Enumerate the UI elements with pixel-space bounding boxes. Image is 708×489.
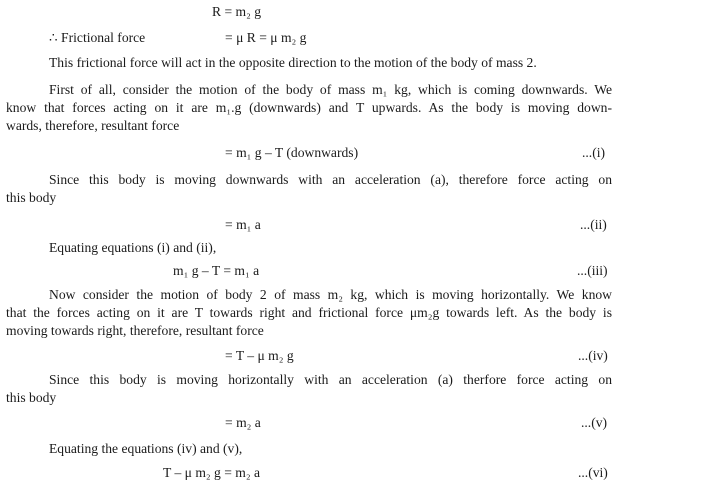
equation-6: T – μ m₂ g = m₂ a bbox=[163, 465, 261, 480]
equation-4: = T – μ m₂ g bbox=[225, 348, 294, 363]
paragraph-body1-line3: wards, therefore, resultant force bbox=[6, 118, 180, 133]
paragraph-body1-accel-line2: this body bbox=[6, 190, 57, 205]
paragraph-body1-line2: know that forces acting on it are m₁.g (downwards) and T upwards. As the body is moving down- bbox=[6, 100, 612, 115]
equating-statement-1: Equating equations (i) and (ii), bbox=[49, 240, 217, 255]
equation-1: = m₁ g – T (downwards) bbox=[225, 145, 359, 160]
eq-normal-reaction: R = m₂ g bbox=[212, 4, 262, 19]
paragraph-body2-line1: Now consider the motion of body 2 of mass m₂ kg, which is moving horizontally. We know bbox=[49, 287, 612, 302]
equation-6-number: ...(vi) bbox=[578, 465, 608, 480]
equation-5-number: ...(v) bbox=[581, 415, 608, 430]
paragraph-body2-accel-line1: Since this body is moving horizontally with an acceleration (a) therfore force acting on bbox=[49, 372, 612, 387]
equation-5: = m₂ a bbox=[225, 415, 261, 430]
equation-4-number: ...(iv) bbox=[578, 348, 608, 363]
paragraph-friction-direction: This frictional force will act in the opposite direction to the motion of the body of mass 2. bbox=[49, 55, 537, 70]
paragraph-body2-line3: moving towards right, therefore, resultant force bbox=[6, 323, 264, 338]
paragraph-body2-accel-line2: this body bbox=[6, 390, 57, 405]
equation-1-number: ...(i) bbox=[582, 145, 606, 160]
frictional-force-label: ∴ Frictional force bbox=[49, 30, 146, 45]
equation-2-number: ...(ii) bbox=[580, 217, 607, 232]
paragraph-body1-accel-line1: Since this body is moving downwards with an acceleration (a), therefore force acting on bbox=[49, 172, 612, 187]
equation-3-number: ...(iii) bbox=[577, 263, 608, 278]
paragraph-body1-line1: First of all, consider the motion of the body of mass m₁ kg, which is coming downwards. We bbox=[49, 82, 612, 97]
equation-3: m₁ g – T = m₁ a bbox=[173, 263, 260, 278]
equating-statement-2: Equating the equations (iv) and (v), bbox=[49, 441, 243, 456]
paragraph-body2-line2: that the forces acting on it are T towards right and frictional force μm₂g towards left. As the body is bbox=[6, 305, 612, 320]
equation-2: = m₁ a bbox=[225, 217, 261, 232]
frictional-force-eq: = μ R = μ m₂ g bbox=[225, 30, 307, 45]
